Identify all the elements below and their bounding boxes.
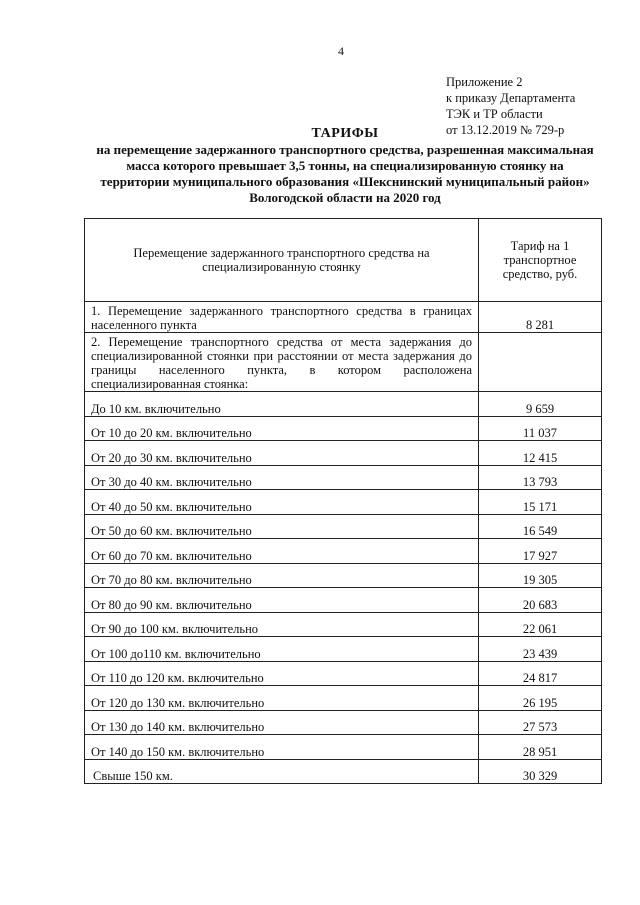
tariff-value: 30 329 <box>479 759 602 784</box>
header-service: Перемещение задержанного транспортного средства на специализированную стоянку <box>85 219 479 302</box>
title-line: территории муниципального образования «Шекснинский муниципальный район» <box>100 174 590 189</box>
distance-label: От 80 до 90 км. включительно <box>85 588 479 613</box>
tariff-value: 27 573 <box>479 710 602 735</box>
table-row <box>85 392 602 417</box>
table-header-row <box>85 219 602 302</box>
annex-line: ТЭК и ТР области <box>446 107 543 121</box>
tariff-value: 22 061 <box>479 612 602 637</box>
distance-label: От 100 до110 км. включительно <box>85 637 479 662</box>
distance-label: От 90 до 100 км. включительно <box>85 612 479 637</box>
table-row <box>85 465 602 490</box>
distance-label: От 70 до 80 км. включительно <box>85 563 479 588</box>
annex-line: от 13.12.2019 № 729-р <box>446 123 565 137</box>
page-number: 4 <box>338 44 344 58</box>
tariff-value: 16 549 <box>479 514 602 539</box>
distance-label: До 10 км. включительно <box>85 392 479 417</box>
title-line: масса которого превышает 3,5 тонны, на специализированную стоянку на <box>126 158 564 173</box>
distance-label: От 40 до 50 км. включительно <box>85 490 479 515</box>
row-label: 2. Перемещение транспортного средства от места задержания до специализированной стоянки при расстоянии от места задержания до границы населенного пункта, в котором расположена специализированная стоянка: <box>85 333 479 392</box>
row-value <box>479 333 602 392</box>
row-label: 1. Перемещение задержанного транспортного средства в границах населенного пункта <box>85 302 479 333</box>
tariff-value: 28 951 <box>479 735 602 760</box>
title-heading: ТАРИФЫ <box>311 126 379 141</box>
tariff-value: 24 817 <box>479 661 602 686</box>
table-row <box>85 539 602 564</box>
table-row <box>85 612 602 637</box>
tariff-value: 11 037 <box>479 416 602 441</box>
table-row <box>85 686 602 711</box>
tariff-value: 15 171 <box>479 490 602 515</box>
tariff-value: 23 439 <box>479 637 602 662</box>
table-row <box>85 416 602 441</box>
distance-label: От 20 до 30 км. включительно <box>85 441 479 466</box>
distance-label: От 30 до 40 км. включительно <box>85 465 479 490</box>
tariff-value: 20 683 <box>479 588 602 613</box>
title-line: на перемещение задержанного транспортного средства, разрешенная максимальная <box>96 142 594 157</box>
tariff-table <box>84 218 602 784</box>
tariff-value: 12 415 <box>479 441 602 466</box>
table-row <box>85 563 602 588</box>
row-value: 8 281 <box>479 302 602 333</box>
tariff-value: 19 305 <box>479 563 602 588</box>
distance-label: От 60 до 70 км. включительно <box>85 539 479 564</box>
distance-label: От 140 до 150 км. включительно <box>85 735 479 760</box>
distance-label: От 10 до 20 км. включительно <box>85 416 479 441</box>
table-row <box>85 588 602 613</box>
distance-label: Свыше 150 км. <box>85 759 479 784</box>
table-row <box>85 333 602 392</box>
tariff-value: 9 659 <box>479 392 602 417</box>
tariff-value: 13 793 <box>479 465 602 490</box>
distance-label: От 130 до 140 км. включительно <box>85 710 479 735</box>
distance-label: От 110 до 120 км. включительно <box>85 661 479 686</box>
distance-label: От 120 до 130 км. включительно <box>85 686 479 711</box>
title-line: Вологодской области на 2020 год <box>249 190 441 205</box>
tariff-value: 26 195 <box>479 686 602 711</box>
header-tariff: Тариф на 1 транспортное средство, руб. <box>479 219 602 302</box>
annex-line: к приказу Департамента <box>446 91 576 105</box>
table-row <box>85 661 602 686</box>
tariff-value: 17 927 <box>479 539 602 564</box>
annex-line: Приложение 2 <box>446 75 523 89</box>
table-row <box>85 441 602 466</box>
table-row <box>85 490 602 515</box>
table-row <box>85 710 602 735</box>
document-title <box>90 126 600 206</box>
distance-label: От 50 до 60 км. включительно <box>85 514 479 539</box>
table-row <box>85 759 602 784</box>
table-row <box>85 302 602 333</box>
table-row <box>85 735 602 760</box>
table-row <box>85 637 602 662</box>
table-row <box>85 514 602 539</box>
